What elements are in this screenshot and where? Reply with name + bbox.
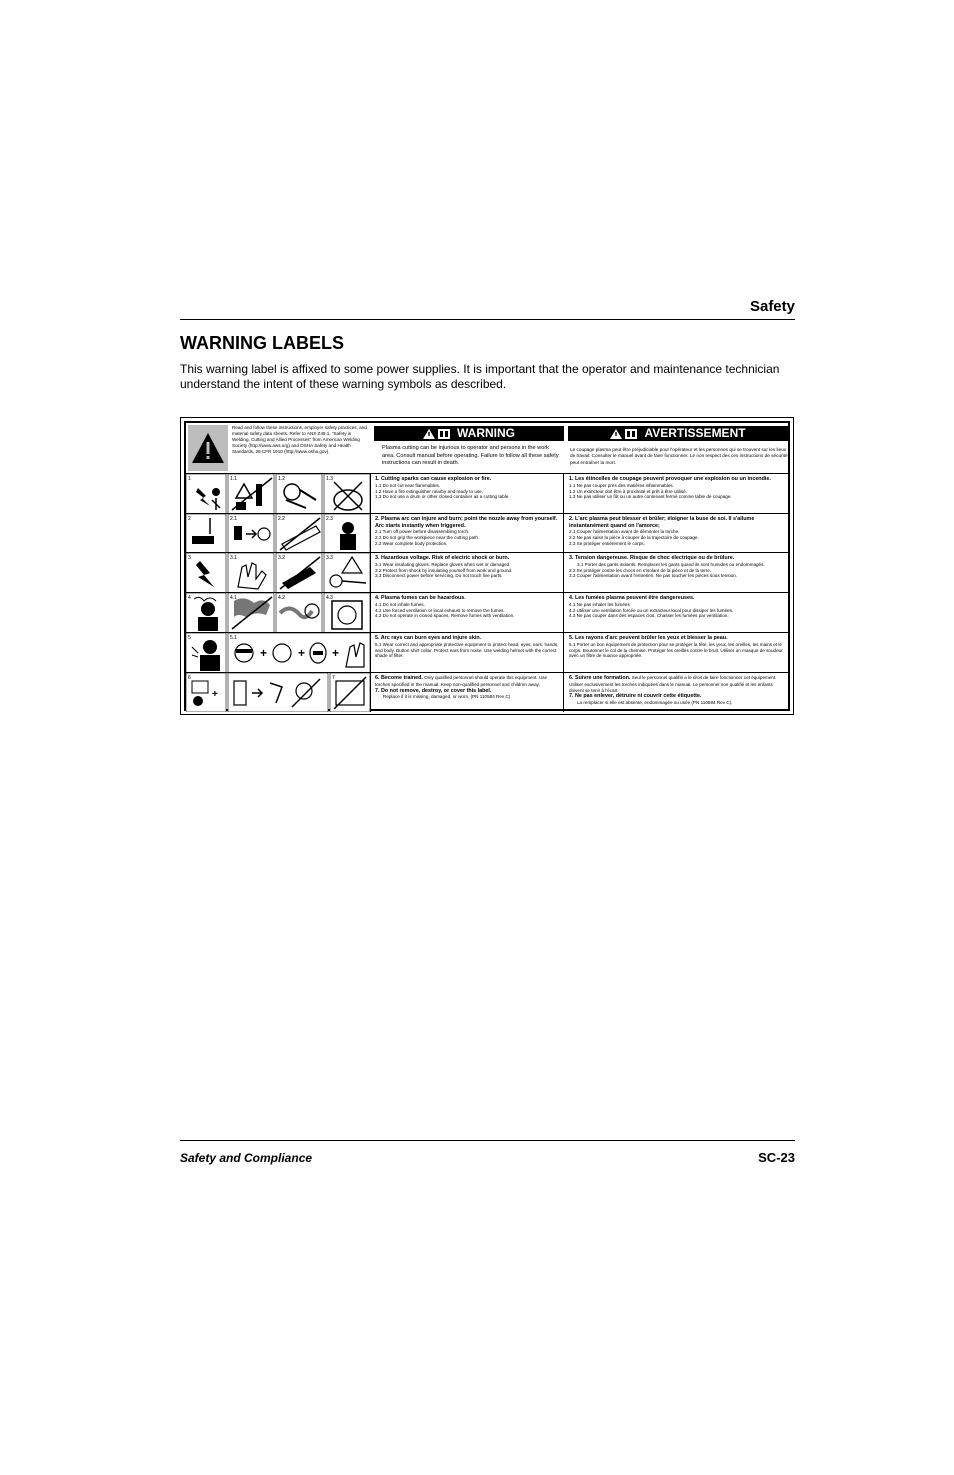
page-title: WARNING LABELS: [180, 333, 344, 353]
header-rule: [180, 319, 795, 320]
hazard-2-fr-sub-2: 2.2 Ne pas saisir la pièce à couper de la trajectoire de coupage.: [569, 535, 699, 541]
hazard-row-1: [186, 473, 790, 514]
pic-4-2-number: 4.2: [278, 595, 285, 601]
hazard-2-fr-heading: 2. L'arc plasma peut blesser et brûler; éloigner la buse de soi. Il s'allume instantanément quand on l'amorce;: [569, 516, 755, 529]
hazard-5-pictograms: [186, 633, 371, 673]
pic-1-1-number: 1.1: [230, 476, 237, 482]
hazard-5-english: [372, 633, 564, 673]
intro-paragraph: This warning label is affixed to some power supplies. It is important that the operator and maintenance technician understand the intent of these warning symbols as described.: [180, 362, 780, 391]
hazard-4-pictograms: [186, 593, 371, 633]
hazard-2-en-sub-3: 2.3 Wear complete body protection.: [375, 541, 448, 546]
pic-3-1-number: 3.1: [230, 555, 237, 561]
pic-4-3-number: 4.3: [326, 595, 333, 601]
pic-7-number: 7: [332, 675, 335, 681]
hazard-4-en-sub-1: 4.1 Do not inhale fumes.: [375, 601, 425, 607]
hazard-5-french: [566, 633, 790, 673]
hazard-4-fr-sub-2: 4.2 Utiliser une ventilation forcée ou un extracteur local pour dissiper les fumées.: [569, 607, 734, 613]
hazard-3-pictograms: [186, 553, 371, 593]
hazard-1-fr-sub-1: 1.1 Ne pas couper près des matières inflammables.: [569, 482, 674, 488]
warning-label-grid: [186, 423, 790, 711]
hazard-4-english: [372, 593, 564, 633]
hazard-4-fr-sub-1: 4.1 Ne pas inhaler les fumées: [569, 601, 630, 607]
english-intro-text: Plasma cutting can be injurious to operator and persons in the work area. Consult manual before operating. Failure to follow all these safety instructions can result in death.: [382, 445, 559, 467]
hazard-3-fr-sub-1: 3.1 Porter des gants isolants. Remplacer les gants quand ils sont humides ou endommagés.: [577, 561, 765, 567]
hazard-6-en-heading: 6. Become trained.: [375, 675, 423, 681]
hazard-4-en-heading: 4. Plasma fumes can be hazardous.: [375, 595, 466, 601]
warning-triangle-icon: [188, 425, 228, 471]
svg-text:+: +: [260, 646, 268, 660]
hazard-1-pictograms: [186, 474, 371, 514]
warning-heading-icon: [423, 428, 451, 440]
pic-3-2-number: 3.2: [278, 555, 285, 561]
hazard-3-fr-sub-2: 3.2 Se protéger contre les chocs en s'isolant de la pièce et de la terre.: [569, 567, 712, 573]
hazard-5-en-sub-1: 5.1 Wear correct and appropriate protective equipment to protect head, eyes, ears, hands, and body. Button shirt collar. Protect ears from noise. Use welding helmet with the correct shade of filter.: [375, 641, 559, 659]
hazard-1-french: [566, 474, 790, 514]
hazard-1-en-sub-1: 1.1 Do not cut near flammables.: [375, 482, 441, 488]
hazard-5-fr-heading: 5. Les rayons d'arc peuvent brûler les yeux et blesser la peau.: [569, 635, 728, 641]
hazard-6-fr-body: Seul le personnel qualifié a le droit de faire fonctionner cet équipement. Utiliser exclusivement les torches indiquées dans le manual. Le personnel non qualifié et les enfants doivent se tenir à l'écart.: [569, 675, 777, 693]
pic-1-3-number: 1.3: [326, 476, 333, 482]
hazard-2-fr-sub-1: 2.1 Couper l'alimentation avant de démonter la torche.: [569, 529, 680, 535]
hazard-6-en-body: Only qualified personnel should operate this equipment. Use torches specified in the manual. Keep non-qualified personnel and children away.: [375, 675, 548, 687]
pic-4-1-number: 4.1: [230, 595, 237, 601]
hazard-1-en-heading: 1. Cutting sparks can cause explosion or fire.: [375, 476, 492, 482]
hazard-4-fr-sub-3: 4.3 Ne pas couper dans des espaces clos. Chasser les fumées par ventilation.: [569, 613, 729, 619]
pic-3-number: 3: [188, 555, 191, 561]
page-number: SC-23: [758, 1150, 795, 1165]
pic-2-3-number: 2.3: [326, 516, 333, 522]
pic-1-2-number: 1.2: [278, 476, 285, 482]
hazard-3-en-heading: 3. Hazardous voltage. Risk of electric shock or burn.: [375, 555, 510, 561]
hazard-2-pictograms: [186, 514, 371, 553]
pic-2-2-number: 2.2: [278, 516, 285, 522]
hazard-2-en-heading: 2. Plasma arc can injure and burn; point the nozzle away from yourself. Arc starts instantly when triggered.: [375, 516, 558, 529]
svg-text:+: +: [332, 646, 340, 660]
hazard-4-en-sub-2: 4.2 Use forced ventilation or local exhaust to remove the fumes.: [375, 607, 505, 613]
hazard-3-fr-heading: 3. Tension dangereuse. Risque de choc électrique ou de brûlure.: [569, 555, 735, 561]
hazard-6-french: [566, 673, 790, 712]
avertissement-heading-text: AVERTISSEMENT: [644, 426, 746, 440]
hazard-row-2: [186, 513, 790, 553]
pic-5-1-number: 5.1: [230, 635, 237, 641]
hazard-1-fr-heading: 1. Les étincelles de coupage peuvent provoquer une explosion ou un incendie.: [569, 476, 771, 482]
hazard-2-english: [372, 514, 564, 553]
hazard-7-fr-sub: La remplacer si elle est absente, endommagée ou usée (PN 110584 Rev C).: [577, 700, 733, 705]
hazard-row-4: [186, 592, 790, 633]
hazard-row-3: [186, 552, 790, 593]
hazard-1-en-sub-3: 1.3 Do not use a drum or other closed container as a cutting table.: [375, 494, 510, 500]
hazard-7-en-heading: 7. Do not remove, destroy, or cover this label.: [375, 687, 492, 694]
hazard-6-pictograms: [186, 673, 371, 712]
label-top-row: [186, 423, 790, 473]
avertissement-heading-icon: [610, 428, 638, 440]
section-header: Safety: [749, 298, 795, 315]
hazard-5-en-heading: 5. Arc rays can burn eyes and injure skin.: [375, 635, 482, 641]
pic-5-number: 5: [188, 635, 191, 641]
footer-section-title: Safety and Compliance: [180, 1151, 313, 1165]
pic-2-number: 2: [188, 516, 191, 522]
pic-1-number: 1: [188, 476, 191, 482]
hazard-1-en-sub-2: 1.2 Have a fire extinguisher nearby and ready to use.: [375, 488, 484, 494]
warning-heading: [374, 426, 564, 441]
hazard-6-fr-heading: 6. Suivre une formation.: [569, 675, 631, 681]
hazard-row-6: [186, 672, 790, 712]
hazard-4-french: [566, 593, 790, 633]
hazard-2-french: [566, 514, 790, 553]
hazard-5-fr-sub-1: 5.1 Porter un bon équipement de protection pour se protéger la tête, les yeux, les oreilles, les mains et le corps. Boutonner le col de la chemise. Protéger les oreilles contre le bruit. Utiliser un masque de soudeur avec un filtre de nuance appropriée.: [569, 641, 783, 659]
hazard-3-english: [372, 553, 564, 593]
read-instructions-text: Read and follow these instructions, employer safety practices, and material safety data sheets. Refer to ANS Z49.1, "Safety in Welding, Cutting and Allied Processes" from American Welding Society (http://www.aws.org) and OSHA Safety and Health Standards, 29 CFR 1910 (http://www.osha.gov).: [232, 425, 367, 455]
hazard-6-english: [372, 673, 564, 712]
hazard-row-5: [186, 632, 790, 673]
hazard-1-english: [372, 474, 564, 514]
hazard-2-en-sub-1: 2.1 Turn off power before disassembling torch.: [375, 529, 470, 535]
pic-4-number: 4: [188, 595, 191, 601]
hazard-3-fr-sub-3: 3.3 Couper l'alimentation avant l'entretien. Ne pas toucher les pièces sous tension.: [569, 573, 737, 579]
hazard-3-en-sub-3: 3.3 Disconnect power before servicing. Do not touch live parts.: [375, 573, 503, 579]
hazard-4-en-sub-3: 4.3 Do not operate in closed spaces. Remove fumes with ventilation.: [375, 613, 515, 619]
hazard-3-en-sub-2: 3.2 Protect from shock by insulating yourself from work and ground.: [375, 567, 513, 573]
pic-6-number: 6: [188, 675, 191, 681]
warning-label-border: [184, 421, 790, 711]
hazard-4-fr-heading: 4. Les fumées plasma peuvent être dangereuses.: [569, 595, 695, 601]
hazard-3-en-sub-1: 3.1 Wear insulating gloves. Replace gloves when wet or damaged.: [375, 561, 511, 567]
hazard-7-fr-heading: 7. Ne pas enlever, détruire ni couvrir cette étiquette.: [569, 693, 702, 700]
hazard-3-french: [566, 553, 790, 593]
hazard-2-en-sub-2: 2.2 Do not grip the workpiece near the cutting path.: [375, 535, 480, 541]
pic-3-3-number: 3.3: [326, 555, 333, 561]
warning-label: [180, 417, 794, 715]
svg-text:+: +: [212, 689, 218, 700]
hazard-2-fr-sub-3: 2.3 Se protéger entièrement le corps.: [569, 541, 645, 546]
hazard-1-fr-sub-2: 1.2 Un extincteur doit être à proximité et prêt à être utilisé.: [569, 488, 687, 494]
pic-2-1-number: 2.1: [230, 516, 237, 522]
svg-text:+: +: [298, 646, 306, 660]
french-intro-text: Le coupage plasma peut être préjudiciable pour l'opérateur et les personnes qui se trouvent sur les lieux de travail. Consulter le manuel avant de faire fonctionner. Le non respect des ces instructions de sécurité peut entraîner la mort.: [570, 447, 788, 465]
avertissement-heading: [568, 426, 788, 441]
footer-rule: [180, 1140, 795, 1141]
warning-heading-text: WARNING: [457, 426, 515, 440]
hazard-1-fr-sub-3: 1.3 Ne pas utiliser un fût ou un autre contenant fermé comme table de coupage.: [569, 494, 732, 500]
hazard-7-en-sub: Replace if it is missing, damaged, or worn. (PN 110584 Rev C): [383, 694, 511, 700]
